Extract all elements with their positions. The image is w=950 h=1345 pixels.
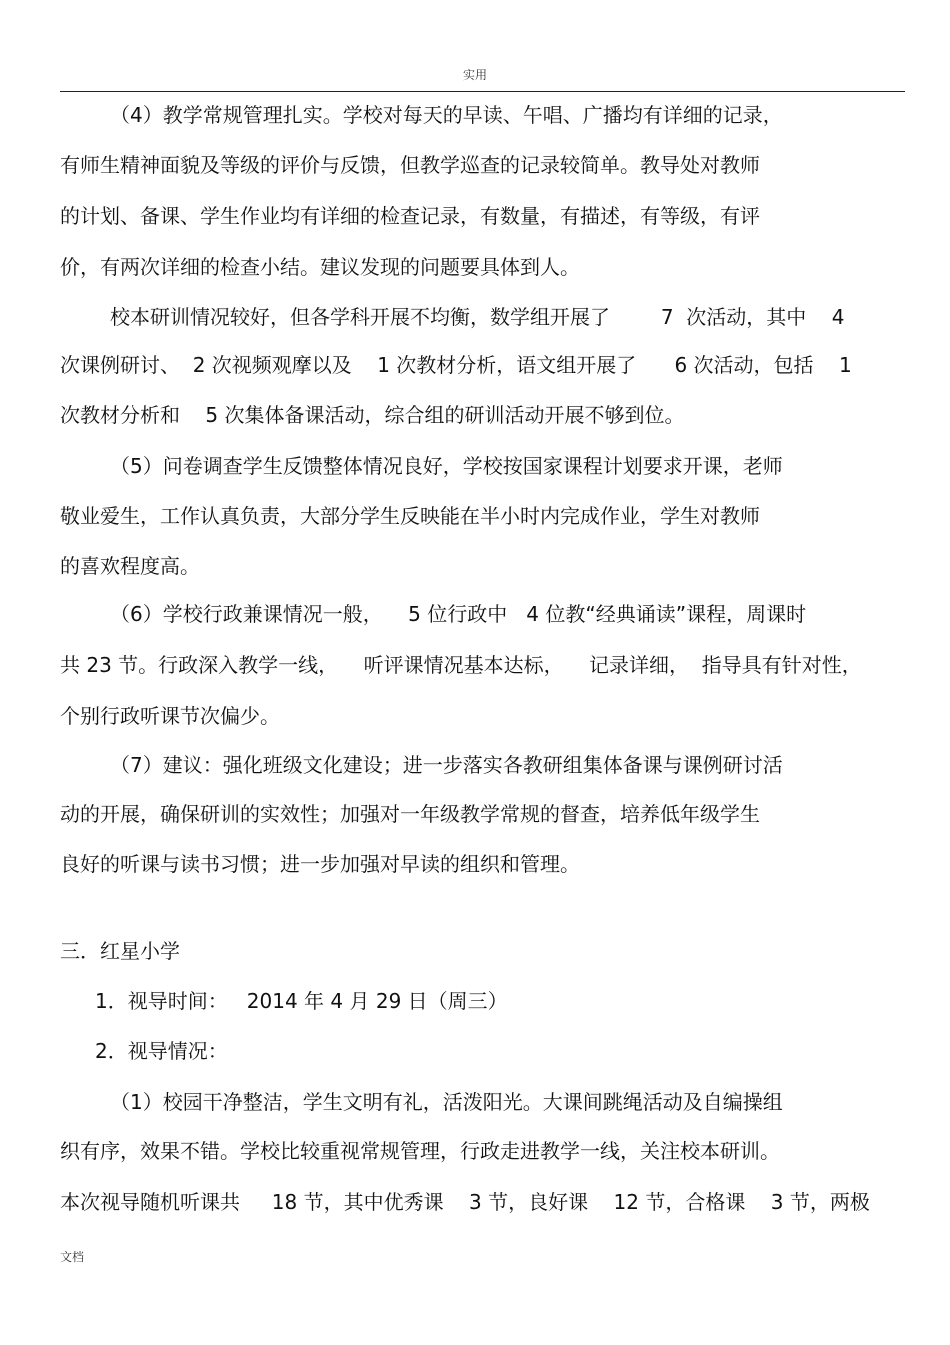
text-line: 次教材分析和 5 次集体备课活动，综合组的研训活动开展不够到位。 [60, 403, 685, 427]
text-line: （7）建议：强化班级文化建设；进一步落实各教研组集体备课与课例研讨活 [110, 753, 783, 777]
text-line: 良好的听课与读书习惯；进一步加强对早读的组织和管理。 [60, 852, 580, 876]
page-footer: 文档 [60, 1250, 85, 1264]
text-line: 的计划、备课、学生作业均有详细的检查记录，有数量，有描述，有等级，有评 [60, 204, 760, 228]
page-header: 实用 [462, 68, 487, 82]
list-item: 1．视导时间： 2014 年 4 月 29 日（周三） [95, 989, 508, 1013]
text-line: 校本研训情况较好，但各学科开展不均衡，数学组开展了 7 次活动，其中 4 [110, 305, 845, 329]
text-line: 共 23 节。行政深入教学一线， 听评课情况基本达标， 记录详细， 指导具有针对性， [60, 653, 862, 677]
text-line: 次课例研讨、 2 次视频观摩以及 1 次教材分析，语文组开展了 6 次活动，包括 1 [60, 353, 852, 377]
list-item: 2．视导情况： [95, 1039, 228, 1063]
text-line: （5）问卷调查学生反馈整体情况良好，学校按国家课程计划要求开课，老师 [110, 454, 783, 478]
text-line: （6）学校行政兼课情况一般， 5 位行政中 4 位教“经典诵读”课程，周课时 [110, 602, 807, 626]
text-line: 价，有两次详细的检查小结。建议发现的问题要具体到人。 [60, 255, 580, 279]
text-line: 的喜欢程度高。 [60, 554, 200, 578]
text-line: 动的开展，确保研训的实效性；加强对一年级教学常规的督查，培养低年级学生 [60, 802, 760, 826]
text-line: 本次视导随机听课共 18 节，其中优秀课 3 节，良好课 12 节，合格课 3 节，两极 [60, 1190, 870, 1214]
header-divider [60, 91, 905, 92]
text-line: （4）教学常规管理扎实。学校对每天的早读、午唱、广播均有详细的记录， [110, 103, 783, 127]
text-line: 有师生精神面貌及等级的评价与反馈，但教学巡查的记录较简单。教导处对教师 [60, 153, 760, 177]
text-line: 织有序，效果不错。学校比较重视常规管理，行政走进教学一线，关注校本研训。 [60, 1139, 780, 1163]
section-heading: 三．红星小学 [60, 939, 180, 963]
text-line: 个别行政听课节次偏少。 [60, 704, 280, 728]
text-line: （1）校园干净整洁，学生文明有礼，活泼阳光。大课间跳绳活动及自编操组 [110, 1090, 783, 1114]
text-line: 敬业爱生，工作认真负责，大部分学生反映能在半小时内完成作业，学生对教师 [60, 504, 760, 528]
